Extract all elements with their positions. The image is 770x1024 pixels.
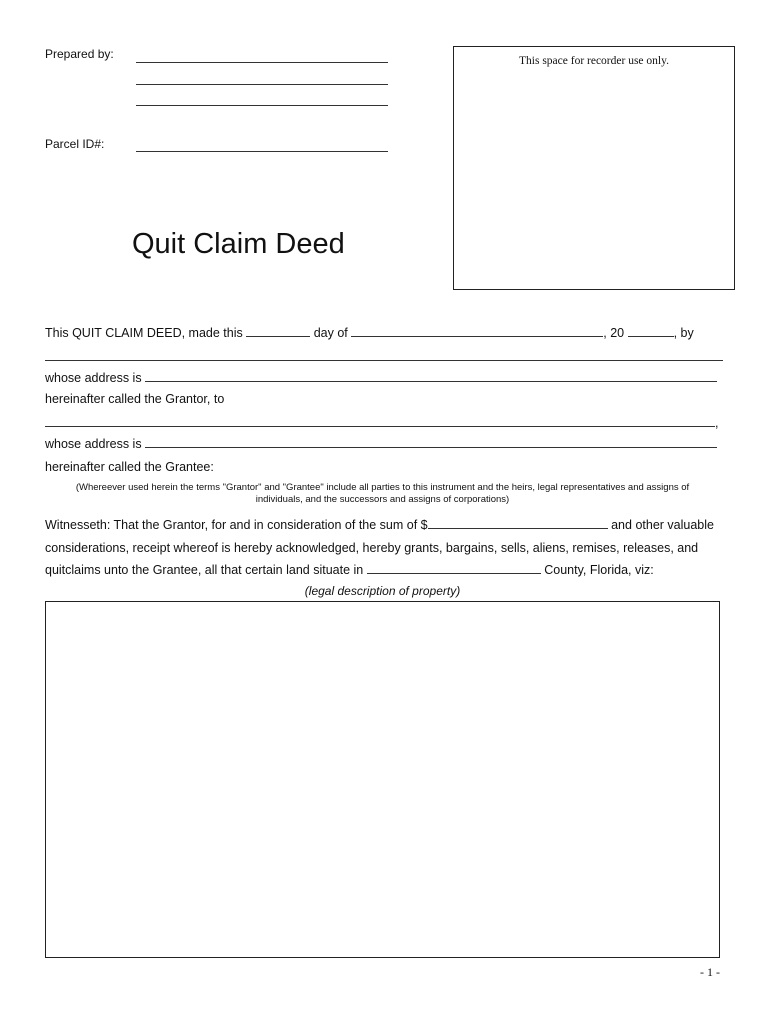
prepared-by-line-1[interactable] [136,52,388,63]
legal-description-label: (legal description of property) [304,584,461,598]
recorder-use-box [453,46,735,290]
witnesseth-valuable-text: and other valuable [611,518,714,532]
grantor-name-line[interactable] [45,350,723,361]
parcel-id-line[interactable] [136,141,388,152]
consideration-amount-blank[interactable] [428,518,608,529]
definitions-note-line-1: (Whereever used herein the terms "Grantor" and "Grantee" include all parties to this instrument and the heirs, legal representatives and assigns of [75,482,690,493]
definitions-note-line-2: individuals, and the successors and assigns of corporations) [255,494,510,505]
deed-date-line [45,326,694,340]
grantee-name-line [45,416,718,430]
deed-intro-text: This QUIT CLAIM DEED, made this [45,326,243,340]
prepared-by-label: Prepared by: [45,47,114,61]
witnesseth-county-text: County, Florida, viz: [544,563,654,577]
grantee-name-blank[interactable] [45,416,715,427]
day-of-text: day of [313,326,348,340]
grantor-address-blank[interactable] [145,371,717,382]
grantee-address-blank[interactable] [145,437,717,448]
day-blank[interactable] [246,326,310,337]
grantor-address-label: whose address is [45,371,142,385]
grantee-address-line [45,437,717,451]
year-prefix-text: , 20 [603,326,625,340]
grantor-called-text: hereinafter called the Grantor, to [45,392,225,406]
by-text: , by [673,326,694,340]
definitions-note [45,482,720,506]
parcel-id-label: Parcel ID#: [45,137,105,151]
legal-description-box[interactable] [45,601,720,958]
grantee-comma: , [715,416,719,430]
grantee-address-label: whose address is [45,437,142,451]
page-title: Quit Claim Deed [132,228,345,260]
witnesseth-line-1 [45,518,714,532]
prepared-by-line-3[interactable] [136,95,388,106]
month-blank[interactable] [351,326,603,337]
witnesseth-line-3 [45,563,654,577]
grantee-called-text: hereinafter called the Grantee: [45,460,214,474]
witnesseth-line-2: considerations, receipt whereof is hereby acknowledged, hereby grants, bargains, sells, aliens, remises, releases, and [45,541,699,555]
page-number: - 1 - [700,965,720,979]
recorder-use-text: This space for recorder use only. [519,55,669,67]
county-blank[interactable] [367,563,541,574]
year-blank[interactable] [628,326,674,337]
grantor-address-line [45,371,717,385]
prepared-by-line-2[interactable] [136,74,388,85]
witnesseth-consideration-text: Witnesseth: That the Grantor, for and in consideration of the sum of $ [45,518,428,532]
witnesseth-situate-text: quitclaims unto the Grantee, all that certain land situate in [45,563,364,577]
